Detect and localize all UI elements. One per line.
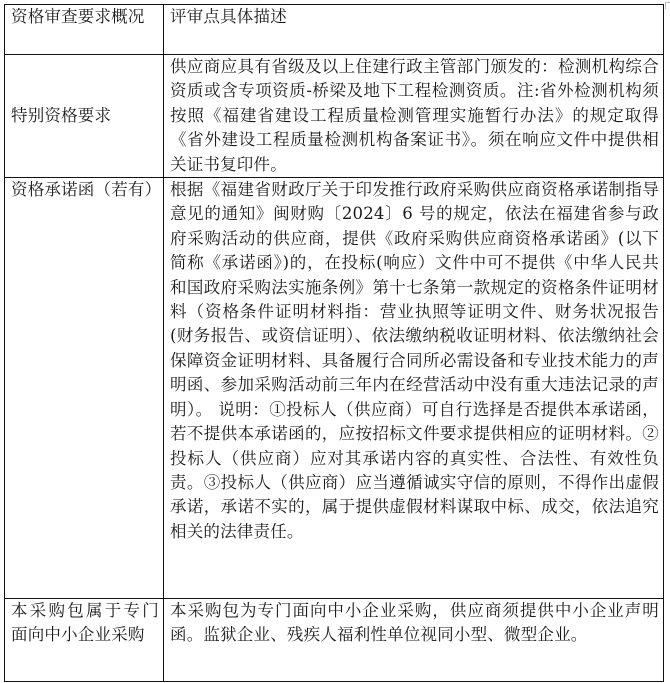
page-corner-mark (665, 2, 670, 9)
row-label-commitment-letter: 资格承诺函（若有） (5, 178, 164, 599)
table-header-row (5, 5, 664, 55)
row-description-sme-procurement: 本采购包为专门面向中小企业采购，供应商须提供中小企业声明函。监狱企业、残疾人福利性单位视同小型、微型企业。 (164, 599, 664, 682)
table-row (5, 599, 664, 682)
row-label-sme-procurement: 本采购包属于专门面向中小企业采购 (5, 599, 164, 682)
table-row (5, 178, 664, 599)
header-cell-overview: 资格审查要求概况 (5, 5, 164, 55)
row-description-commitment-letter: 根据《福建省财政厅关于印发推行政府采购供应商资格承诺制指导意见的通知》闽财购〔2024〕6 号的规定，依法在福建省参与政府采购活动的供应商，提供《政府采购供应商资格承诺函》(以下简称《承诺函》)的，在投标(响应）文件中可不提供《中华人民共和国政府采购法实施条例》第十七条第一款规定的资格条件证明材料（资格条件证明材料指：营业执照等证明文件、财务状况报告(财务报告、或资信证明）、依法缴纳税收证明材料、依法缴纳社会保障资金证明材料、具备履行合同所必需设备和专业技术能力的声明函、参加采购活动前三年内在经营活动中没有重大违法记录的声明）。 说明：①投标人（供应商）可自行选择是否提供本承诺函，若不提供本承诺函的，应按招标文件要求提供相应的证明材料。②投标人（供应商）应对其承诺内容的真实性、合法性、有效性负责。③投标人（供应商）应当遵循诚实守信的原则，不得作出虚假承诺，承诺不实的，属于提供虚假材料谋取中标、成交，依法追究相关的法律责任。 (164, 178, 664, 599)
table-row (5, 55, 664, 178)
header-cell-description: 评审点具体描述 (164, 5, 664, 55)
row-label-special-qualification: 特别资格要求 (5, 55, 164, 178)
qualification-requirements-table (4, 4, 664, 682)
row-description-special-qualification: 供应商应具有省级及以上住建行政主管部门颁发的：检测机构综合资质或含专项资质-桥梁及地下工程检测资质。注:省外检测机构须按照《福建省建设工程质量检测管理实施暂行办法》的规定取得《省外建设工程质量检测机构备案证书》。须在响应文件中提供相关证书复印件。 (164, 55, 664, 178)
